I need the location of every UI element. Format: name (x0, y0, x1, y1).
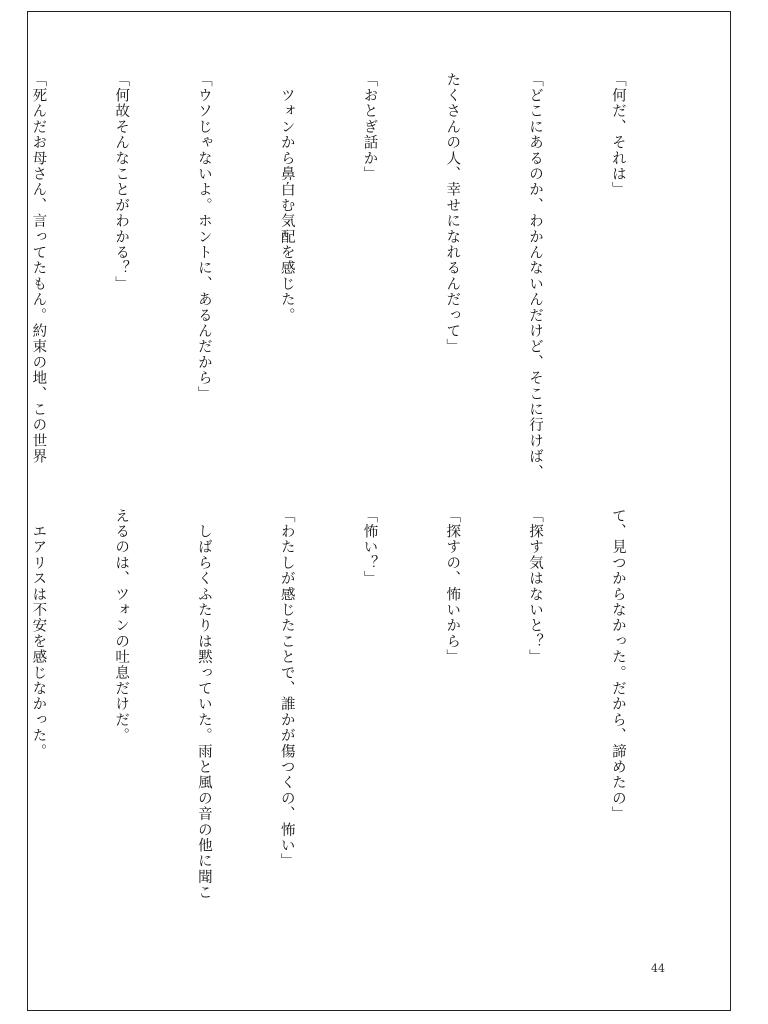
text-line: 「ウソじゃないよ。ホントに、あるんだから」 (195, 72, 212, 402)
text-line: 「どこにあるのか、わかんないんだけど、そこに行けば、 (527, 72, 544, 481)
text-line: 「何故そんなことがわかる？」 (113, 72, 130, 292)
text-line: エアリスは不安を感じなかった。 (30, 508, 47, 760)
text-line: 「わたしが感じたことで、誰かが傷つくの、怖い」 (278, 508, 295, 870)
text-line: たくさんの人、幸せになれるんだって」 (444, 72, 461, 355)
text-line: 「探すの、怖いから」 (444, 508, 461, 665)
text-line: 「おとぎ話か」 (361, 72, 378, 182)
text-line: 「探す気はないと？」 (527, 508, 544, 665)
text-line: えるのは、ツォンの吐息だけだ。 (113, 508, 130, 744)
text-line: 「死んだお母さん、言ってたもん。約束の地、この世界 (30, 72, 47, 465)
text-line: しばらくふたりは黙っていた。雨と風の音の他に聞こ (195, 508, 212, 901)
text-line: て、見つからなかった。だから、諦めたの」 (609, 508, 626, 822)
text-line: 「何だ、それは」 (609, 72, 626, 198)
text-line: 「怖い？」 (361, 508, 378, 587)
page-number: 44 (651, 962, 665, 975)
upper-text-block (0, 72, 686, 481)
lower-text-block (0, 508, 686, 908)
text-line: ツォンから鼻白む気配を感じた。 (278, 72, 295, 324)
